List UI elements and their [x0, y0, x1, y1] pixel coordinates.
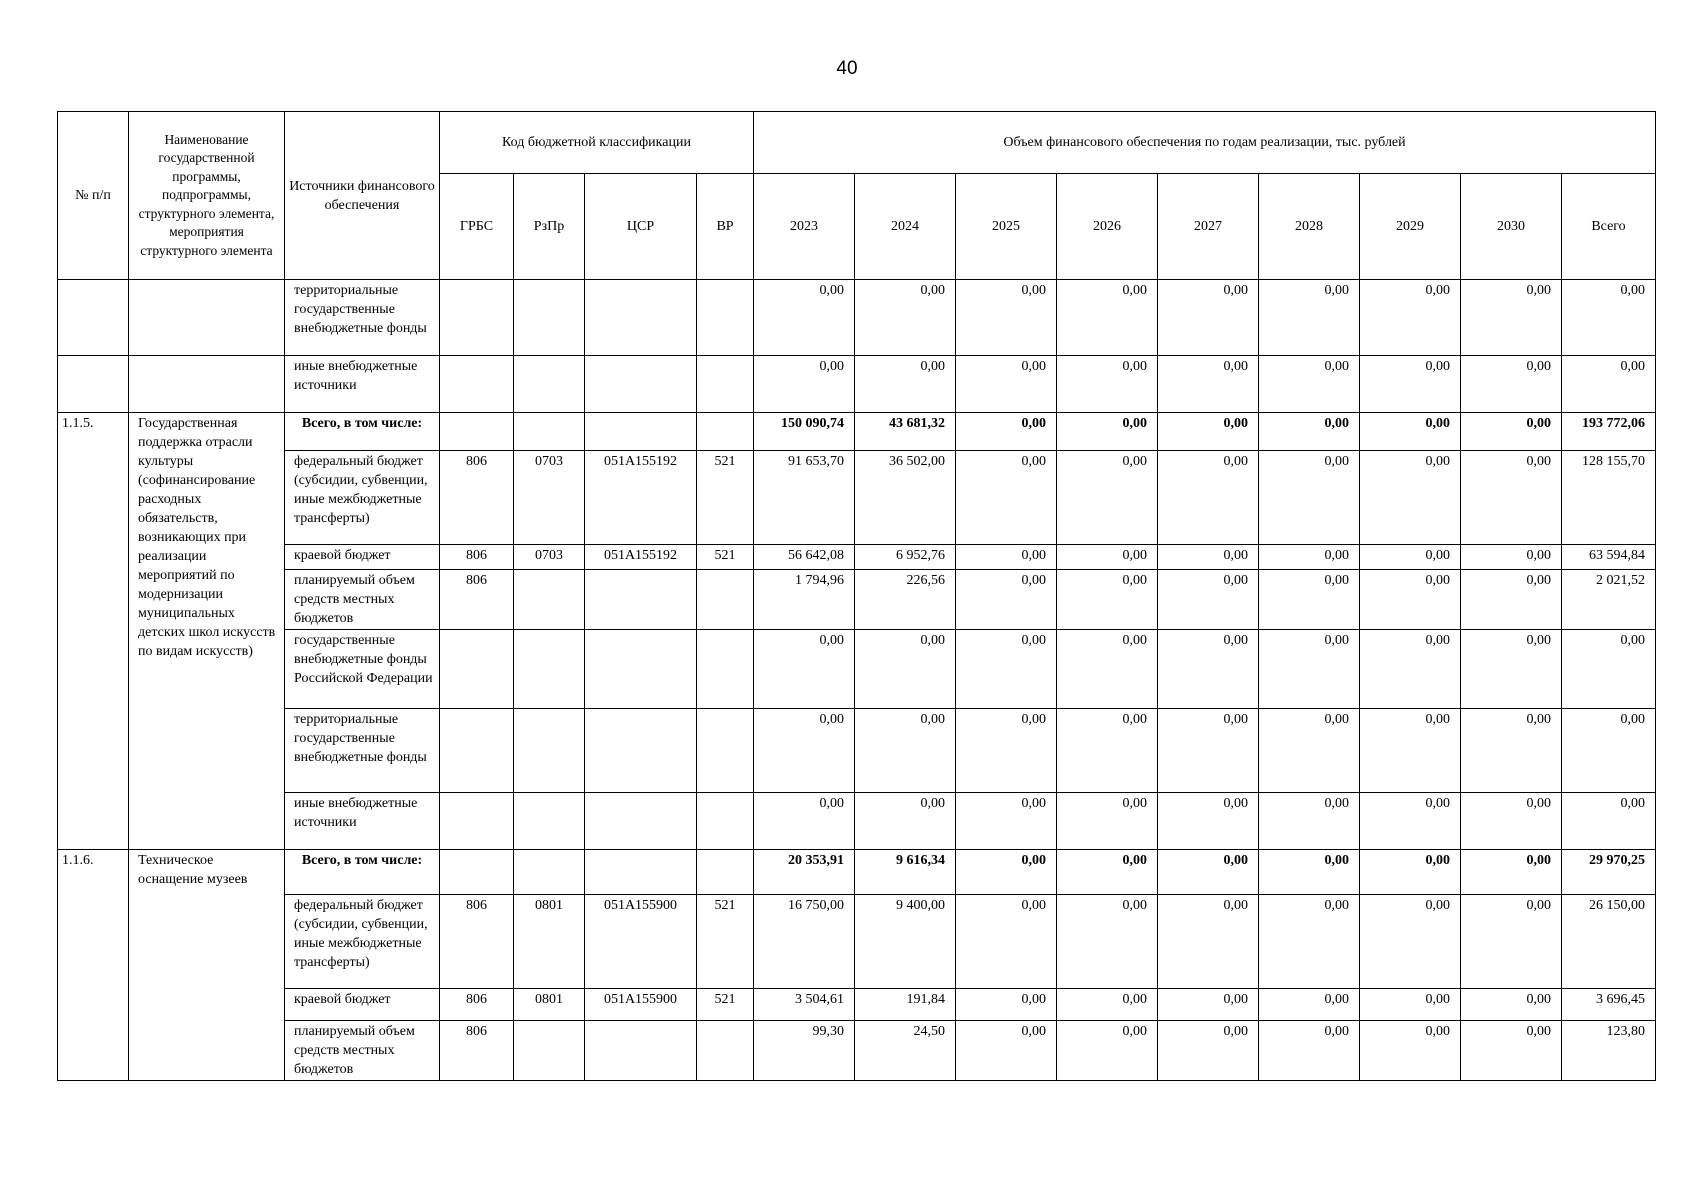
value-year-2025: 0,00 — [956, 451, 1057, 545]
table-row — [58, 451, 1656, 545]
table-row — [58, 1021, 1656, 1081]
value-year-2024: 6 952,76 — [855, 545, 956, 570]
value-year-2023: 0,00 — [754, 793, 855, 850]
table-row — [58, 280, 1656, 356]
value-year-2024: 9 400,00 — [855, 895, 956, 989]
table-row — [58, 570, 1656, 630]
code-grbs — [440, 413, 514, 451]
value-year-2023: 1 794,96 — [754, 570, 855, 630]
table-row — [58, 850, 1656, 895]
code-rzpr — [514, 1021, 585, 1081]
value-total: 29 970,25 — [1562, 850, 1656, 895]
value-year-2026: 0,00 — [1057, 850, 1158, 895]
header-vr: ВР — [697, 174, 754, 280]
header-year-2026: 2026 — [1057, 174, 1158, 280]
value-year-2029: 0,00 — [1360, 1021, 1461, 1081]
code-grbs: 806 — [440, 1021, 514, 1081]
funding-source: планируемый объем средств местных бюджетов — [285, 570, 440, 630]
value-year-2030: 0,00 — [1461, 989, 1562, 1021]
table-row — [58, 545, 1656, 570]
value-year-2029: 0,00 — [1360, 850, 1461, 895]
value-year-2025: 0,00 — [956, 356, 1057, 413]
code-csr — [585, 1021, 697, 1081]
financing-table — [57, 111, 1656, 1081]
value-year-2027: 0,00 — [1158, 413, 1259, 451]
header-year-2030: 2030 — [1461, 174, 1562, 280]
value-year-2024: 191,84 — [855, 989, 956, 1021]
value-year-2024: 9 616,34 — [855, 850, 956, 895]
code-csr: 051А155192 — [585, 545, 697, 570]
header-year-2025: 2025 — [956, 174, 1057, 280]
value-year-2024: 0,00 — [855, 280, 956, 356]
value-year-2026: 0,00 — [1057, 989, 1158, 1021]
value-year-2029: 0,00 — [1360, 895, 1461, 989]
value-year-2030: 0,00 — [1461, 1021, 1562, 1081]
code-vr — [697, 413, 754, 451]
value-year-2030: 0,00 — [1461, 413, 1562, 451]
code-grbs — [440, 850, 514, 895]
row-number — [58, 280, 129, 356]
row-number: 1.1.6. — [58, 850, 129, 1081]
value-year-2023: 99,30 — [754, 1021, 855, 1081]
value-year-2026: 0,00 — [1057, 630, 1158, 709]
code-rzpr: 0703 — [514, 545, 585, 570]
value-total: 193 772,06 — [1562, 413, 1656, 451]
value-year-2026: 0,00 — [1057, 570, 1158, 630]
value-year-2030: 0,00 — [1461, 850, 1562, 895]
value-year-2025: 0,00 — [956, 570, 1057, 630]
header-year-2027: 2027 — [1158, 174, 1259, 280]
code-csr — [585, 793, 697, 850]
code-vr: 521 — [697, 895, 754, 989]
value-year-2026: 0,00 — [1057, 545, 1158, 570]
code-csr — [585, 630, 697, 709]
value-year-2023: 0,00 — [754, 356, 855, 413]
value-year-2028: 0,00 — [1259, 280, 1360, 356]
value-year-2026: 0,00 — [1057, 356, 1158, 413]
value-year-2028: 0,00 — [1259, 709, 1360, 793]
value-year-2027: 0,00 — [1158, 545, 1259, 570]
code-rzpr — [514, 630, 585, 709]
value-year-2028: 0,00 — [1259, 570, 1360, 630]
value-year-2025: 0,00 — [956, 793, 1057, 850]
value-year-2023: 16 750,00 — [754, 895, 855, 989]
value-year-2024: 24,50 — [855, 1021, 956, 1081]
value-year-2030: 0,00 — [1461, 451, 1562, 545]
table-row — [58, 630, 1656, 709]
code-csr — [585, 709, 697, 793]
code-rzpr — [514, 850, 585, 895]
code-vr — [697, 1021, 754, 1081]
value-year-2030: 0,00 — [1461, 545, 1562, 570]
code-vr — [697, 280, 754, 356]
code-grbs: 806 — [440, 545, 514, 570]
value-year-2028: 0,00 — [1259, 413, 1360, 451]
value-year-2025: 0,00 — [956, 280, 1057, 356]
value-year-2029: 0,00 — [1360, 709, 1461, 793]
value-year-2029: 0,00 — [1360, 793, 1461, 850]
code-vr: 521 — [697, 989, 754, 1021]
value-year-2025: 0,00 — [956, 989, 1057, 1021]
value-year-2027: 0,00 — [1158, 630, 1259, 709]
value-year-2024: 226,56 — [855, 570, 956, 630]
code-grbs — [440, 356, 514, 413]
code-grbs: 806 — [440, 989, 514, 1021]
value-year-2023: 56 642,08 — [754, 545, 855, 570]
value-year-2029: 0,00 — [1360, 630, 1461, 709]
funding-source: иные внебюджетные источники — [285, 356, 440, 413]
funding-source: государственные внебюджетные фонды Российской Федерации — [285, 630, 440, 709]
row-number — [58, 356, 129, 413]
value-year-2027: 0,00 — [1158, 1021, 1259, 1081]
value-year-2024: 0,00 — [855, 709, 956, 793]
value-year-2025: 0,00 — [956, 1021, 1057, 1081]
value-year-2026: 0,00 — [1057, 709, 1158, 793]
value-year-2023: 3 504,61 — [754, 989, 855, 1021]
table-row — [58, 413, 1656, 451]
value-year-2023: 20 353,91 — [754, 850, 855, 895]
value-year-2028: 0,00 — [1259, 793, 1360, 850]
code-vr — [697, 630, 754, 709]
row-event-name: Государственная поддержка отрасли культуры (софинансирование расходных обязательств, возникающих при реализации мероприятий по модернизации муниципальных детских школ искусств по видам искусств) — [129, 413, 285, 850]
value-year-2026: 0,00 — [1057, 895, 1158, 989]
header-code-group: Код бюджетной классификации — [440, 112, 754, 174]
value-year-2028: 0,00 — [1259, 1021, 1360, 1081]
header-total: Всего — [1562, 174, 1656, 280]
code-rzpr — [514, 793, 585, 850]
value-year-2024: 43 681,32 — [855, 413, 956, 451]
value-total: 3 696,45 — [1562, 989, 1656, 1021]
header-year-2023: 2023 — [754, 174, 855, 280]
code-rzpr: 0703 — [514, 451, 585, 545]
funding-source: федеральный бюджет (субсидии, субвенции, иные межбюджетные трансферты) — [285, 895, 440, 989]
value-year-2026: 0,00 — [1057, 413, 1158, 451]
value-year-2027: 0,00 — [1158, 280, 1259, 356]
value-year-2029: 0,00 — [1360, 413, 1461, 451]
value-total: 0,00 — [1562, 280, 1656, 356]
value-year-2023: 91 653,70 — [754, 451, 855, 545]
total-label: Всего, в том числе: — [285, 850, 440, 895]
header-csr: ЦСР — [585, 174, 697, 280]
value-year-2025: 0,00 — [956, 413, 1057, 451]
header-grbs: ГРБС — [440, 174, 514, 280]
value-year-2023: 0,00 — [754, 630, 855, 709]
table-row — [58, 793, 1656, 850]
value-total: 123,80 — [1562, 1021, 1656, 1081]
row-event-name: Техническое оснащение музеев — [129, 850, 285, 1081]
value-year-2026: 0,00 — [1057, 1021, 1158, 1081]
funding-source: краевой бюджет — [285, 989, 440, 1021]
value-year-2029: 0,00 — [1360, 989, 1461, 1021]
value-year-2029: 0,00 — [1360, 451, 1461, 545]
value-total: 0,00 — [1562, 630, 1656, 709]
value-year-2029: 0,00 — [1360, 545, 1461, 570]
funding-source: территориальные государственные внебюджетные фонды — [285, 709, 440, 793]
value-year-2023: 150 090,74 — [754, 413, 855, 451]
value-year-2025: 0,00 — [956, 630, 1057, 709]
code-rzpr — [514, 570, 585, 630]
code-csr — [585, 570, 697, 630]
funding-source: краевой бюджет — [285, 545, 440, 570]
value-year-2024: 36 502,00 — [855, 451, 956, 545]
code-csr: 051А155900 — [585, 989, 697, 1021]
value-year-2027: 0,00 — [1158, 356, 1259, 413]
value-year-2024: 0,00 — [855, 630, 956, 709]
code-vr — [697, 850, 754, 895]
code-rzpr: 0801 — [514, 895, 585, 989]
value-year-2030: 0,00 — [1461, 709, 1562, 793]
value-total: 0,00 — [1562, 709, 1656, 793]
value-year-2024: 0,00 — [855, 793, 956, 850]
code-grbs: 806 — [440, 895, 514, 989]
header-num: № п/п — [58, 112, 129, 280]
code-grbs: 806 — [440, 570, 514, 630]
code-grbs — [440, 630, 514, 709]
funding-source: территориальные государственные внебюджетные фонды — [285, 280, 440, 356]
value-total: 2 021,52 — [1562, 570, 1656, 630]
table-row — [58, 356, 1656, 413]
value-year-2028: 0,00 — [1259, 545, 1360, 570]
value-year-2030: 0,00 — [1461, 793, 1562, 850]
value-year-2028: 0,00 — [1259, 356, 1360, 413]
value-year-2028: 0,00 — [1259, 451, 1360, 545]
value-year-2025: 0,00 — [956, 850, 1057, 895]
value-year-2023: 0,00 — [754, 280, 855, 356]
value-year-2024: 0,00 — [855, 356, 956, 413]
value-year-2027: 0,00 — [1158, 895, 1259, 989]
funding-source: планируемый объем средств местных бюджетов — [285, 1021, 440, 1081]
table-row — [58, 989, 1656, 1021]
value-year-2030: 0,00 — [1461, 895, 1562, 989]
value-year-2025: 0,00 — [956, 895, 1057, 989]
code-vr — [697, 709, 754, 793]
value-year-2027: 0,00 — [1158, 709, 1259, 793]
value-year-2027: 0,00 — [1158, 570, 1259, 630]
code-vr — [697, 570, 754, 630]
value-year-2028: 0,00 — [1259, 850, 1360, 895]
header-volume-group: Объем финансового обеспечения по годам реализации, тыс. рублей — [754, 112, 1656, 174]
code-rzpr: 0801 — [514, 989, 585, 1021]
code-grbs: 806 — [440, 451, 514, 545]
value-year-2030: 0,00 — [1461, 630, 1562, 709]
header-name: Наименование государственной программы, подпрограммы, структурного элемента, мероприятия структурного элемента — [129, 112, 285, 280]
code-csr: 051А155192 — [585, 451, 697, 545]
header-year-2029: 2029 — [1360, 174, 1461, 280]
value-year-2029: 0,00 — [1360, 280, 1461, 356]
code-vr: 521 — [697, 451, 754, 545]
code-vr: 521 — [697, 545, 754, 570]
value-total: 128 155,70 — [1562, 451, 1656, 545]
code-grbs — [440, 280, 514, 356]
code-grbs — [440, 793, 514, 850]
value-year-2028: 0,00 — [1259, 895, 1360, 989]
code-rzpr — [514, 356, 585, 413]
value-total: 0,00 — [1562, 356, 1656, 413]
code-vr — [697, 356, 754, 413]
value-year-2026: 0,00 — [1057, 793, 1158, 850]
row-event-name — [129, 280, 285, 356]
header-year-2028: 2028 — [1259, 174, 1360, 280]
value-year-2030: 0,00 — [1461, 280, 1562, 356]
value-year-2030: 0,00 — [1461, 356, 1562, 413]
value-year-2023: 0,00 — [754, 709, 855, 793]
row-number: 1.1.5. — [58, 413, 129, 850]
row-event-name — [129, 356, 285, 413]
value-year-2025: 0,00 — [956, 545, 1057, 570]
value-year-2028: 0,00 — [1259, 630, 1360, 709]
code-csr — [585, 413, 697, 451]
code-csr — [585, 356, 697, 413]
value-year-2025: 0,00 — [956, 709, 1057, 793]
total-label: Всего, в том числе: — [285, 413, 440, 451]
table-row — [58, 709, 1656, 793]
value-year-2027: 0,00 — [1158, 793, 1259, 850]
header-rzpr: РзПр — [514, 174, 585, 280]
funding-source: иные внебюджетные источники — [285, 793, 440, 850]
header-year-2024: 2024 — [855, 174, 956, 280]
value-year-2027: 0,00 — [1158, 451, 1259, 545]
value-total: 63 594,84 — [1562, 545, 1656, 570]
funding-source: федеральный бюджет (субсидии, субвенции, иные межбюджетные трансферты) — [285, 451, 440, 545]
value-year-2027: 0,00 — [1158, 989, 1259, 1021]
header-source: Источники финансового обеспечения — [285, 112, 440, 280]
value-total: 26 150,00 — [1562, 895, 1656, 989]
code-rzpr — [514, 413, 585, 451]
value-year-2026: 0,00 — [1057, 451, 1158, 545]
value-year-2027: 0,00 — [1158, 850, 1259, 895]
code-csr — [585, 850, 697, 895]
code-vr — [697, 793, 754, 850]
code-grbs — [440, 709, 514, 793]
page-number: 40 — [836, 58, 858, 79]
value-year-2028: 0,00 — [1259, 989, 1360, 1021]
value-total: 0,00 — [1562, 793, 1656, 850]
code-csr — [585, 280, 697, 356]
value-year-2026: 0,00 — [1057, 280, 1158, 356]
value-year-2029: 0,00 — [1360, 356, 1461, 413]
code-csr: 051А155900 — [585, 895, 697, 989]
table-row — [58, 895, 1656, 989]
value-year-2030: 0,00 — [1461, 570, 1562, 630]
code-rzpr — [514, 709, 585, 793]
value-year-2029: 0,00 — [1360, 570, 1461, 630]
code-rzpr — [514, 280, 585, 356]
